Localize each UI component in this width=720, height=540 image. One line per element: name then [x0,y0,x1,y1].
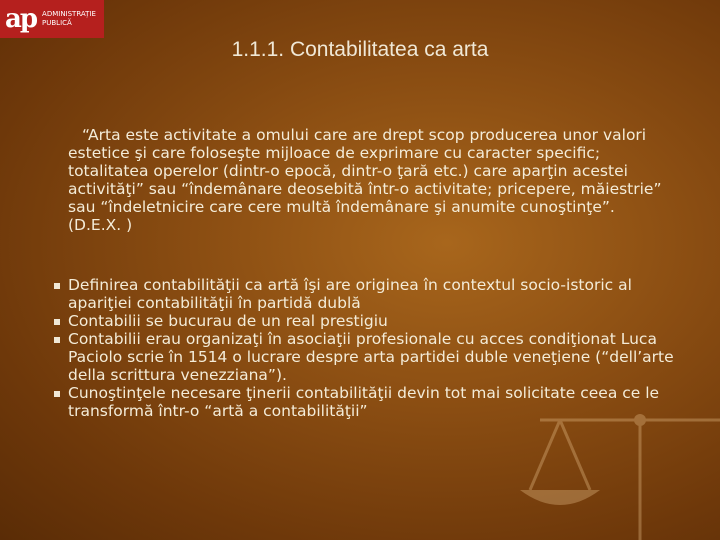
square-bullet-icon [54,337,60,343]
bullet-text: Definirea contabilităţii ca artă îşi are originea în contextul socio-istoric al apariţiei contabilităţii în partidă dublă [68,276,632,312]
bullet-item [54,312,674,330]
logo-text-line-2: PUBLICĂ [42,19,72,27]
bullet-item [54,384,674,420]
quote-text: “Arta este activitate a omului care are drept scop producerea unor valori estetice şi care foloseşte mijloace de exprimare cu caracter specific; totalitatea operelor (dintr-o epocă, dintr-o ţară etc.) care aparţin acestei activităţi” sau “îndemânare deosebită într-o activitate; pricepere, măiestrie” sau “îndeletnicire care cere multă îndemânare şi anumite cunoştinţe”. (D.E.X. ) [68,126,662,234]
square-bullet-icon [54,391,60,397]
bullet-text: Cunoştinţele necesare ţinerii contabilităţii devin tot mai solicitate ceea ce le transformă într-o “artă a contabilităţii” [68,384,660,420]
bullet-item [54,330,674,384]
bullet-text: Contabilii erau organizaţi în asociaţii profesionale cu acces condiţionat Luca Paciolo scrie în 1514 o lucrare despre arta partidei duble veneţiene (“dell’arte della scrittura venezziana”). [68,330,674,384]
logo-mark: ap [5,4,37,34]
logo-text-line-1: ADMINISTRAȚIE [42,10,96,18]
bullet-item [54,276,674,312]
slide-title: 1.1.1. Contabilitatea ca arta [231,38,489,61]
square-bullet-icon [54,319,60,325]
publisher-logo [0,0,104,38]
bullet-text: Contabilii se bucurau de un real prestigiu [68,312,388,330]
bullet-list [54,276,674,420]
logo-text [42,10,96,28]
square-bullet-icon [54,283,60,289]
